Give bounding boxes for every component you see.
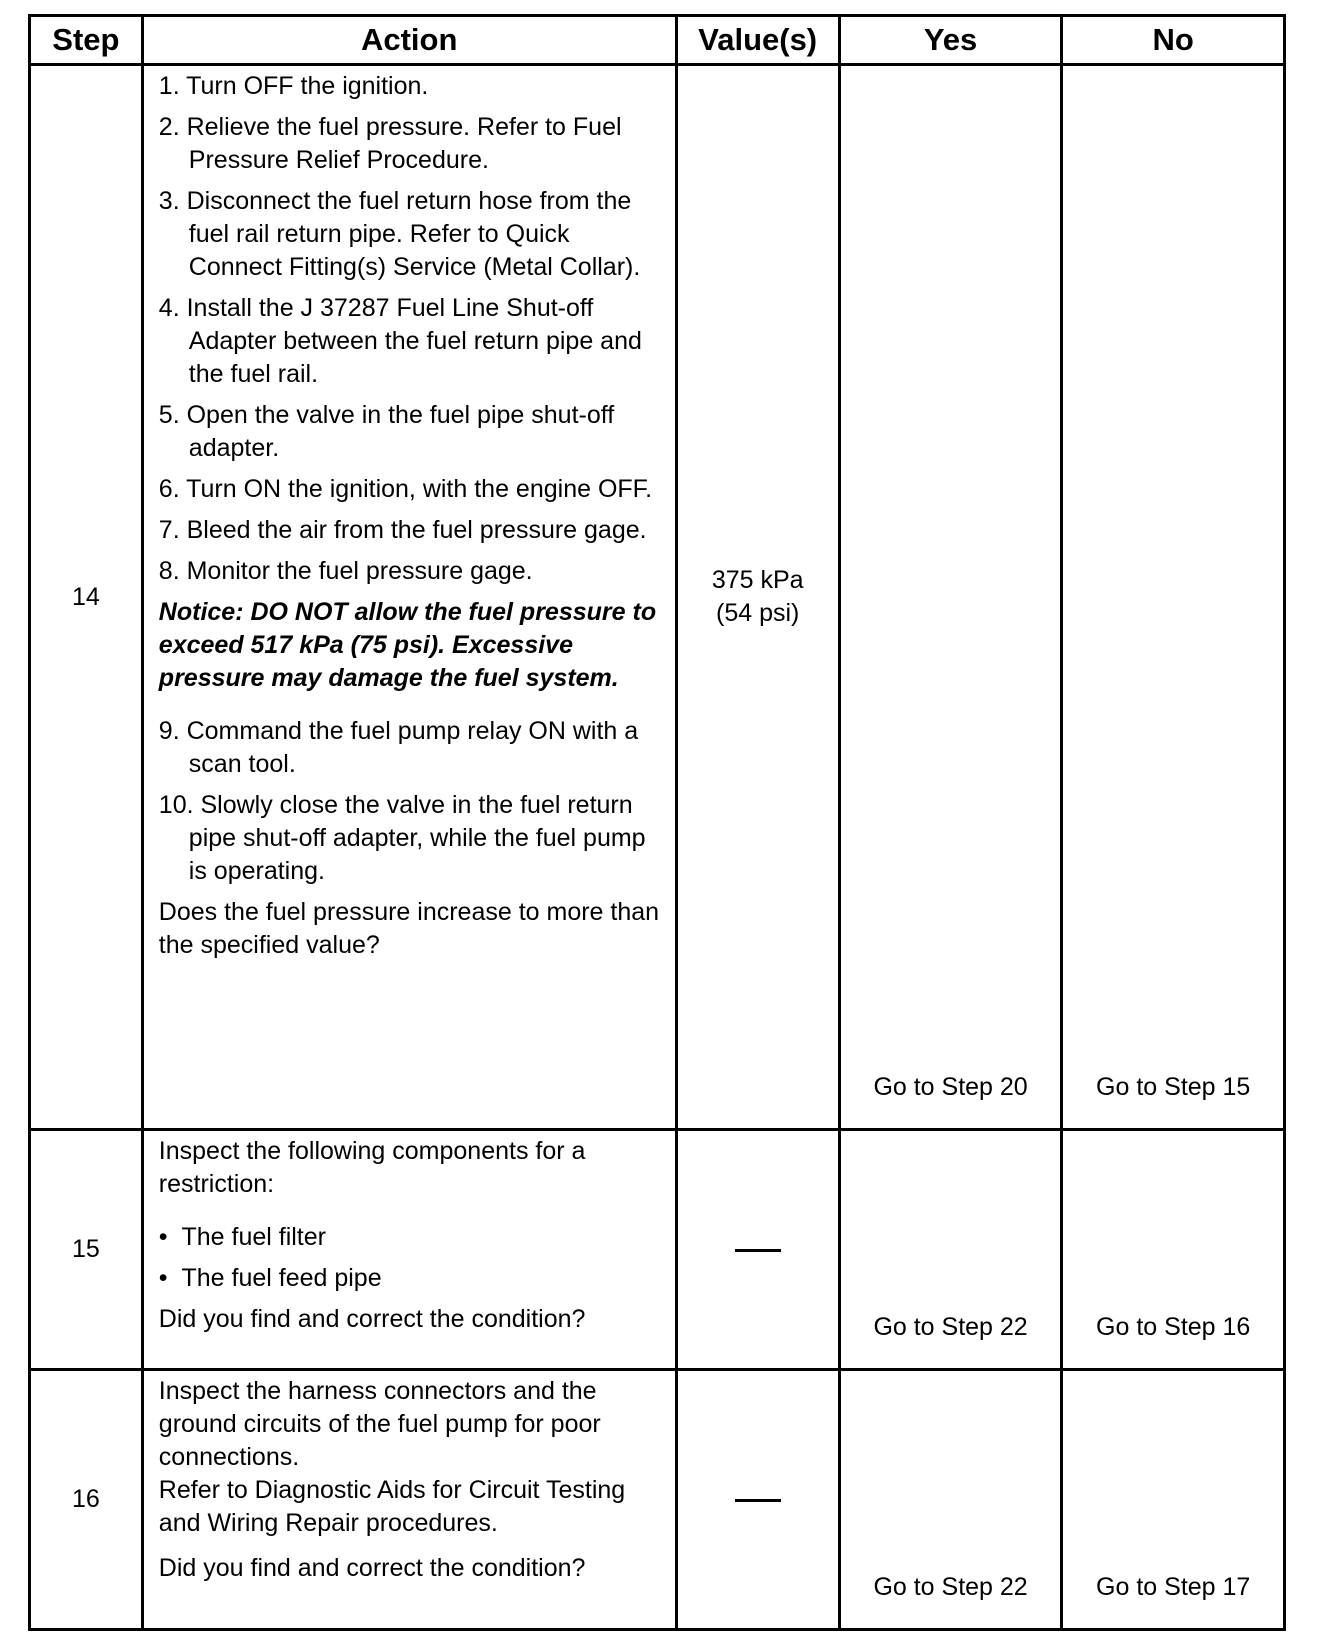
header-yes: Yes: [839, 16, 1062, 65]
step-number: 16: [30, 1370, 143, 1630]
action-step: 9. Command the fuel pump relay ON with a scan tool.: [158, 717, 639, 778]
action-step: 2. Relieve the fuel pressure. Refer to Fuel Pressure Relief Procedure.: [158, 113, 622, 174]
component-list: [159, 1221, 661, 1295]
action-question: Did you find and correct the condition?: [158, 1305, 586, 1333]
list-item-text: The fuel filter: [181, 1223, 326, 1251]
yes-goto-step: Go to Step 22: [873, 1313, 1028, 1341]
action-step: 5. Open the valve in the fuel pipe shut-off adapter.: [158, 401, 615, 462]
action-step: 10. Slowly close the valve in the fuel return pipe shut-off adapter, while the fuel pump is operating.: [158, 791, 646, 885]
action-step: 7. Bleed the air from the fuel pressure gage.: [158, 516, 647, 544]
step-number: 15: [30, 1130, 143, 1370]
bullet-icon: •: [158, 1264, 168, 1292]
yes-cell: [839, 1370, 1062, 1630]
action-intro: Inspect the harness connectors and the ground circuits of the fuel pump for poor connections.: [158, 1377, 601, 1471]
table-row-step-15: [30, 1130, 1285, 1370]
header-step: Step: [30, 16, 143, 65]
action-cell: [142, 1130, 676, 1370]
action-cell: [142, 65, 676, 1130]
diagnostic-table: [28, 14, 1286, 1631]
header-no: No: [1062, 16, 1285, 65]
action-steps: [159, 70, 661, 588]
action-steps-continued: [159, 715, 661, 888]
value-cell: [676, 1130, 839, 1370]
no-cell: [1062, 1130, 1285, 1370]
bullet-icon: •: [158, 1223, 168, 1251]
no-goto-step: Go to Step 16: [1096, 1313, 1251, 1341]
no-goto-step: Go to Step 17: [1096, 1573, 1251, 1601]
em-dash-icon: [735, 1249, 781, 1252]
em-dash-icon: [735, 1499, 781, 1502]
yes-cell: [839, 1130, 1062, 1370]
action-step: 4. Install the J 37287 Fuel Line Shut-off Adapter between the fuel return pipe and the fuel rail.: [158, 294, 642, 388]
action-step: 8. Monitor the fuel pressure gage.: [158, 557, 533, 585]
yes-cell: [839, 65, 1062, 1130]
header-action: Action: [142, 16, 676, 65]
action-step: 1. Turn OFF the ignition.: [158, 72, 429, 100]
no-cell: [1062, 1370, 1285, 1630]
no-cell: [1062, 65, 1285, 1130]
action-step: 6. Turn ON the ignition, with the engine OFF.: [158, 475, 653, 503]
action-cell: [142, 1370, 676, 1630]
no-goto-step: Go to Step 15: [1096, 1073, 1251, 1101]
yes-goto-step: Go to Step 20: [873, 1073, 1028, 1101]
yes-goto-step: Go to Step 22: [873, 1573, 1028, 1601]
step-number: 14: [30, 65, 143, 1130]
value-psi: (54 psi): [716, 599, 800, 627]
list-item-text: The fuel feed pipe: [181, 1264, 382, 1292]
value-cell: [676, 65, 839, 1130]
action-intro: Inspect the following components for a restriction:: [158, 1137, 586, 1198]
value-cell: [676, 1370, 839, 1630]
table-row-step-16: [30, 1370, 1285, 1630]
header-values: Value(s): [676, 16, 839, 65]
list-item: [159, 1262, 661, 1295]
value-kpa: 375 kPa: [711, 566, 804, 594]
diagnostic-table-frame: [28, 14, 1286, 1632]
notice-warning: Notice: DO NOT allow the fuel pressure to exceed 517 kPa (75 psi). Excessive pressure may damage the fuel system.: [158, 598, 657, 692]
action-question: Did you find and correct the condition?: [158, 1554, 586, 1582]
action-reference: Refer to Diagnostic Aids for Circuit Testing and Wiring Repair procedures.: [158, 1476, 626, 1537]
action-question: Does the fuel pressure increase to more than the specified value?: [158, 898, 660, 959]
header-row: [30, 16, 1285, 65]
list-item: [159, 1221, 661, 1254]
action-step: 3. Disconnect the fuel return hose from the fuel rail return pipe. Refer to Quick Connect Fitting(s) Service (Metal Collar).: [158, 187, 641, 281]
table-row-step-14: [30, 65, 1285, 1130]
